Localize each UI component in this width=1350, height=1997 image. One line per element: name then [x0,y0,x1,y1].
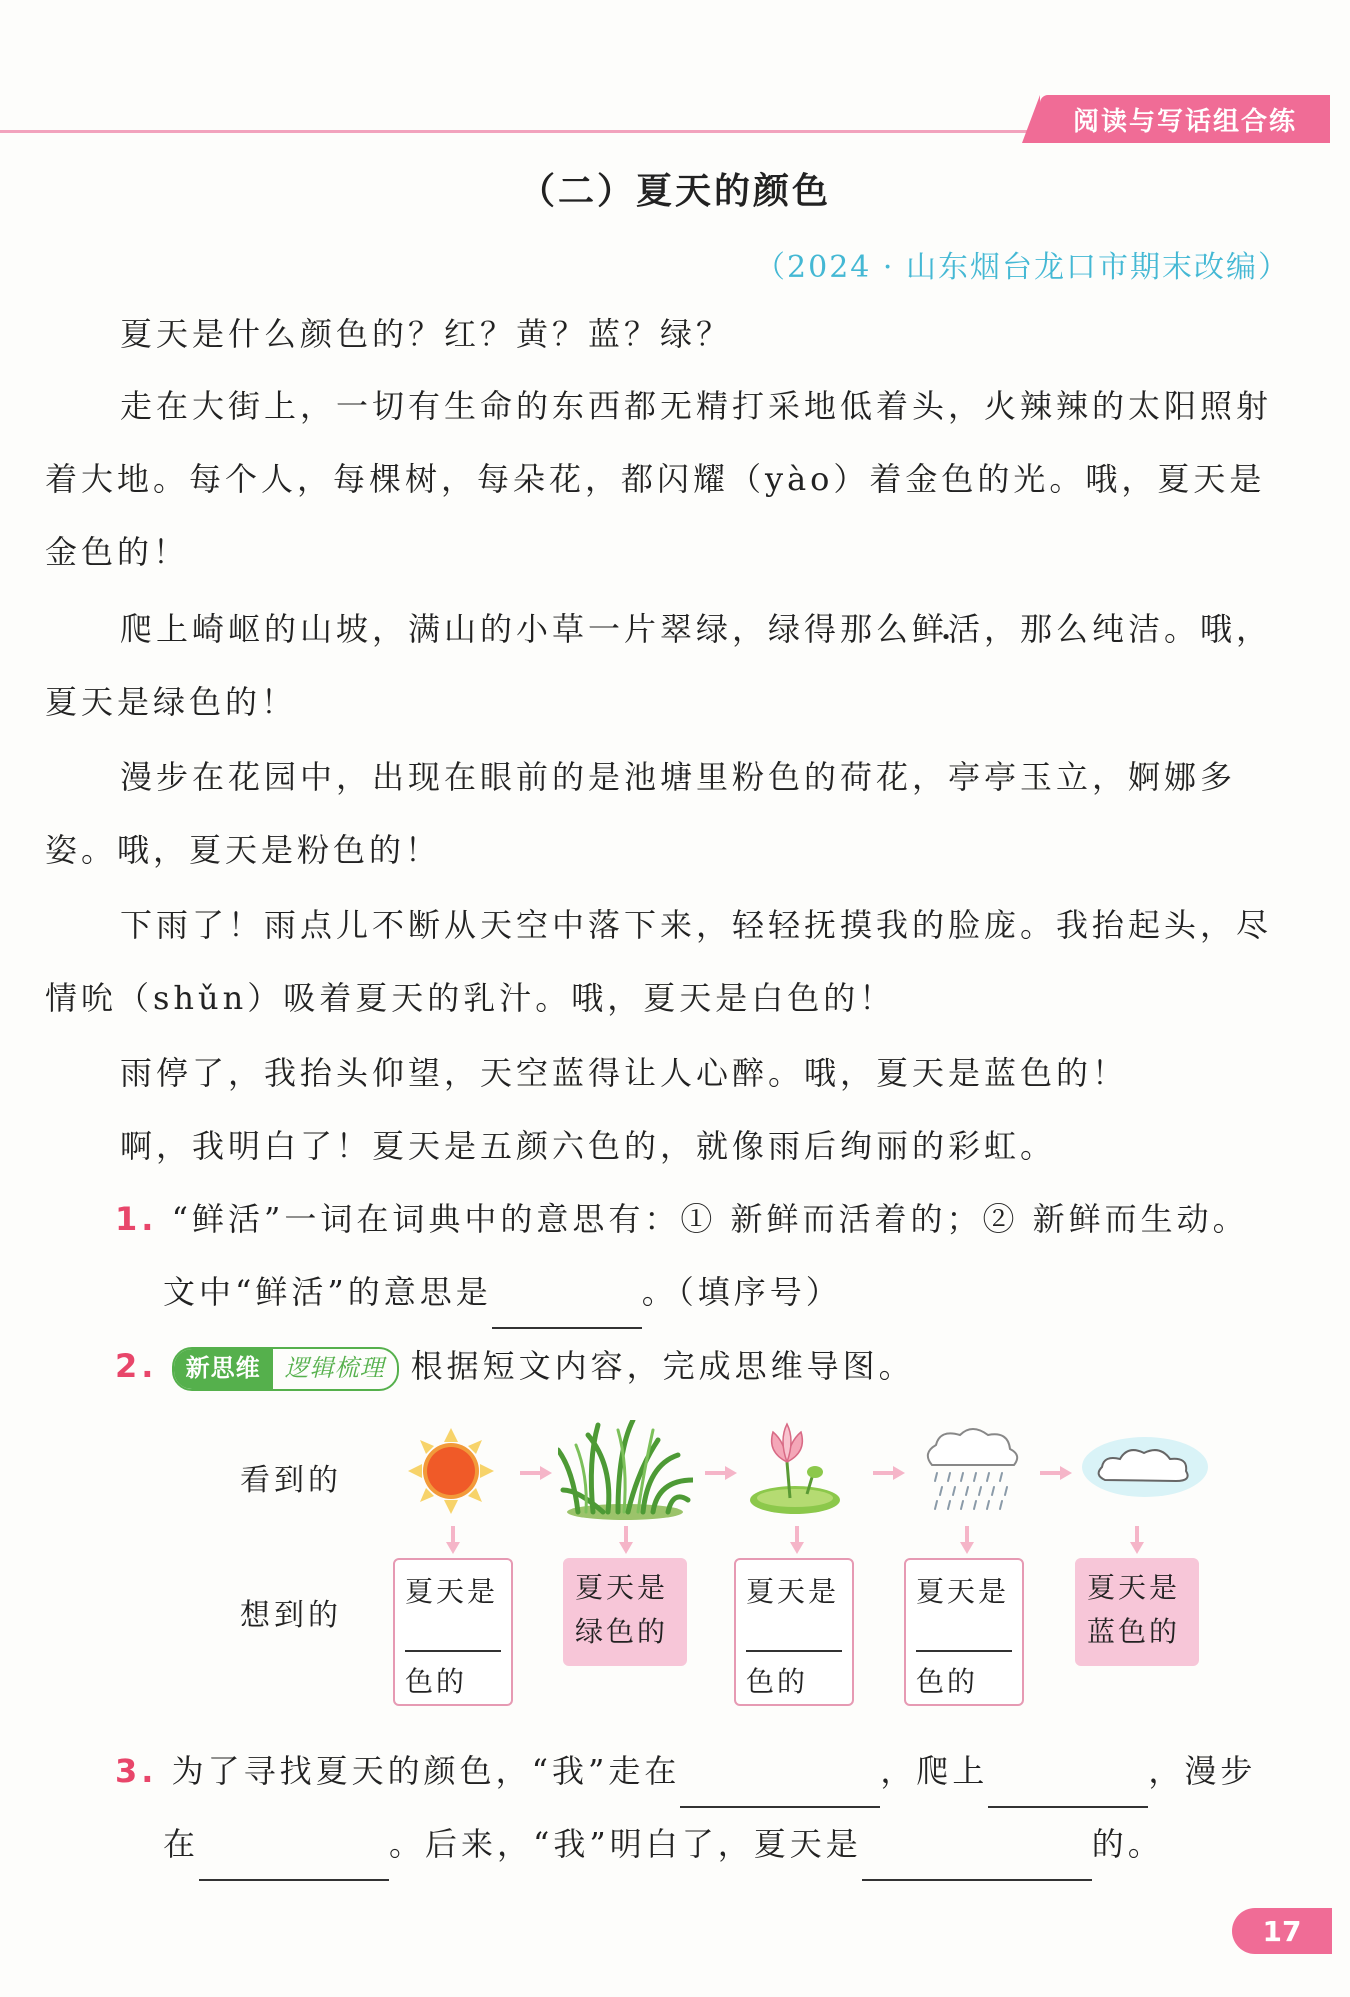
question-2: 2. 新思维 逻辑梳理 根据短文内容，完成思维导图。 [115,1330,1295,1403]
arrow-right-icon [705,1466,737,1480]
paragraph-7: 啊，我明白了！夏天是五颜六色的，就像雨后绚丽的彩虹。 [120,1127,1057,1165]
question-3: 3. 为了寻找夏天的颜色，“我”走在 ，爬上 ，漫步 [115,1735,1295,1808]
section-tab: 阅读与写话组合练 [1040,95,1330,143]
new-thinking-badge: 新思维 逻辑梳理 [172,1347,399,1391]
lotus-icon [745,1422,841,1517]
arrow-right-icon [1040,1466,1072,1480]
answer-blank[interactable] [916,1650,1012,1652]
answer-blank[interactable] [199,1841,389,1881]
paragraph-5: 下雨了！雨点儿不断从天空中落下来，轻轻抚摸我的脸庞。我抬起头，尽情吮（shǔn）吸着夏天的乳汁。哦，夏天是白色的！ [45,906,1273,1017]
arrow-down-icon [790,1526,804,1554]
mindmap-box-4: 夏天是 色的 [904,1558,1024,1706]
mindmap-box-1: 夏天是 色的 [393,1558,513,1706]
paragraph-6: 雨停了，我抬头仰望，天空蓝得让人心醉。哦，夏天是蓝色的！ [120,1054,1129,1092]
question-3-line-2: 在 。后来，“我”明白了，夏天是 的。 [163,1808,1293,1881]
answer-blank[interactable] [988,1768,1148,1808]
dotted-word: 鲜活 • [912,610,984,648]
mindmap-box-2: 夏天是 绿色的 [563,1558,687,1666]
article-source: （2024 · 山东烟台龙口市期末改编） [755,250,1290,285]
mindmap-box-5: 夏天是 蓝色的 [1075,1558,1199,1666]
row-label-thought: 想到的 [240,1598,342,1633]
answer-blank[interactable] [680,1768,880,1808]
rain-cloud-icon [922,1425,1022,1520]
answer-blank[interactable] [405,1650,501,1652]
answer-blank[interactable] [492,1289,642,1329]
mindmap-box-3: 夏天是 色的 [734,1558,854,1706]
question-number: 1. [115,1200,158,1238]
question-number: 3. [115,1752,158,1790]
paragraph-4: 漫步在花园中，出现在眼前的是池塘里粉色的荷花，亭亭玉立，婀娜多姿。哦，夏天是粉色的！ [45,758,1237,869]
answer-blank[interactable] [862,1841,1092,1881]
cloud-icon [1080,1435,1210,1500]
arrow-down-icon [619,1526,633,1554]
row-label-seen: 看到的 [240,1463,342,1498]
question-number: 2. [115,1347,158,1385]
arrow-down-icon [446,1526,460,1554]
answer-blank[interactable] [746,1650,842,1652]
paragraph-1: 夏天是什么颜色的？红？黄？蓝？绿？ [120,315,733,353]
sun-icon [408,1428,494,1514]
paragraph-3: 爬上崎岖的山坡，满山的小草一片翠绿，绿得那么鲜活 •，那么纯洁。哦，夏天是绿色的！ [45,593,1290,739]
arrow-right-icon [520,1466,552,1480]
header-rule [0,130,1040,133]
question-1: 1. “鲜活”一词在词典中的意思有：① 新鲜而活着的；② 新鲜而生动。 [115,1200,1249,1238]
arrow-right-icon [873,1466,905,1480]
page-number: 17 [1232,1908,1332,1954]
article-title: （二）夏天的颜色 [518,171,831,212]
grass-icon [558,1420,693,1520]
question-1-answer-line: 文中“鲜活”的意思是 。（填序号） [163,1256,1293,1329]
paragraph-2: 走在大街上，一切有生命的东西都无精打采地低着头，火辣辣的太阳照射着大地。每个人，每棵树，每朵花，都闪耀（yào）着金色的光。哦，夏天是金色的！ [45,387,1273,571]
arrow-down-icon [1130,1526,1144,1554]
arrow-down-icon [960,1526,974,1554]
